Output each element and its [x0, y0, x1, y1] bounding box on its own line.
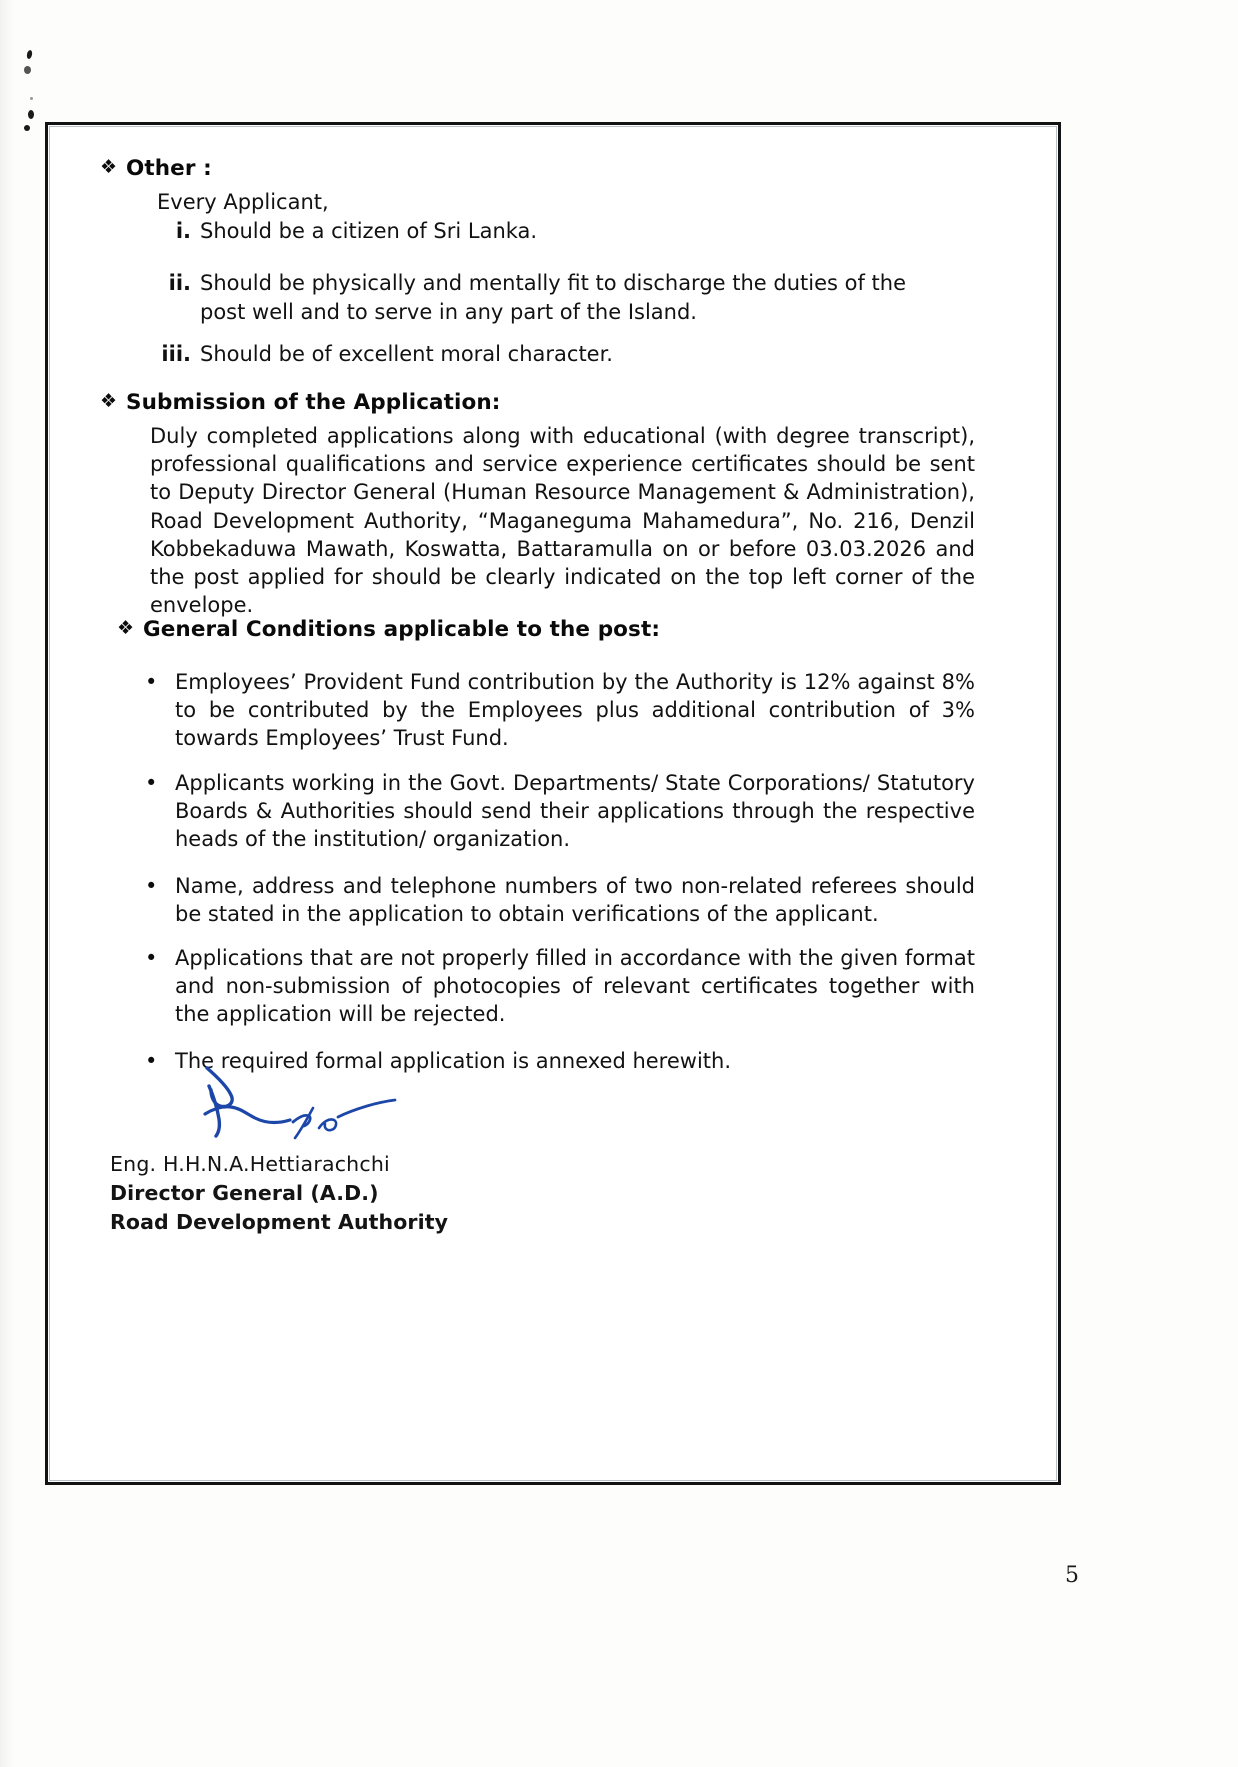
scan-artifact-speck — [30, 97, 33, 100]
list-item — [145, 769, 975, 854]
section-heading-other — [100, 156, 212, 181]
list-item-numeral: iii. — [161, 342, 191, 366]
list-item — [157, 269, 947, 327]
section-title-other: Other : — [126, 156, 212, 181]
submission-paragraph: Duly completed applications along with educational (with degree transcript), professional qualifications and service experience certificates should be sent to Deputy Director General (Human Resource Management & Administration), Road Development Authority, “Maganeguma Mahamedura”, No. 216, Denzil Kobbekaduwa Mawath, Koswatta, Battaramulla on or before 03.03.2026 and the post applied for should be clearly indicated on the top left corner of the envelope. — [150, 424, 975, 618]
every-applicant-label: Every Applicant, — [157, 190, 329, 214]
document-content — [45, 122, 1079, 1588]
round-bullet-icon: • — [145, 1049, 158, 1073]
round-bullet-icon: • — [145, 670, 158, 694]
signatory-block — [110, 1150, 448, 1237]
list-item-numeral: ii. — [168, 271, 191, 295]
scan-artifact-speck — [24, 125, 30, 131]
list-item — [165, 217, 925, 245]
list-item — [145, 872, 975, 928]
list-item-text: The required formal application is annexed herewith. — [175, 1049, 731, 1073]
round-bullet-icon: • — [145, 874, 158, 898]
section-heading-submission — [100, 390, 500, 415]
list-item-text: Should be of excellent moral character. — [200, 342, 613, 366]
list-item — [145, 944, 975, 1029]
list-item-text: Applications that are not properly filled in accordance with the given format and non-submission of photocopies of relevant certificates together with the application will be rejected. — [175, 946, 975, 1027]
list-item-numeral: i. — [175, 219, 191, 243]
page-number: 5 — [1065, 1563, 1079, 1588]
list-item-text: Employees’ Provident Fund contribution by the Authority is 12% against 8% to be contributed by the Employees plus additional contribution of 3% towards Employees’ Trust Fund. — [175, 670, 975, 751]
signatory-organization: Road Development Authority — [110, 1210, 449, 1235]
scan-artifact-speck — [24, 66, 31, 74]
section-title-submission: Submission of the Application: — [126, 390, 501, 415]
diamond-bullet-icon: ❖ — [117, 617, 135, 639]
scan-edge-shadow — [0, 0, 14, 1767]
signature-image — [195, 1062, 455, 1152]
list-item — [153, 340, 913, 368]
list-item-text: Should be physically and mentally fit to discharge the duties of the post well and to serve in any part of the Island. — [200, 271, 907, 324]
round-bullet-icon: • — [145, 771, 158, 795]
section-title-general-conditions: General Conditions applicable to the post: — [143, 617, 661, 642]
diamond-bullet-icon: ❖ — [100, 390, 118, 412]
list-item — [145, 668, 975, 753]
signatory-designation: Director General (A.D.) — [110, 1181, 379, 1206]
round-bullet-icon: • — [145, 946, 158, 970]
list-item-text: Name, address and telephone numbers of two non-related referees should be stated in the application to obtain verifications of the applicant. — [175, 874, 975, 927]
diamond-bullet-icon: ❖ — [100, 156, 118, 178]
list-item-text: Should be a citizen of Sri Lanka. — [200, 219, 538, 243]
section-heading-general-conditions — [117, 617, 660, 642]
scan-artifact-speck — [28, 110, 34, 119]
signatory-name: Eng. H.H.N.A.Hettiarachchi — [110, 1152, 390, 1176]
list-item-text: Applicants working in the Govt. Departments/ State Corporations/ Statutory Boards & Authorities should send their applications through the respective heads of the institution/ organization. — [175, 771, 975, 852]
